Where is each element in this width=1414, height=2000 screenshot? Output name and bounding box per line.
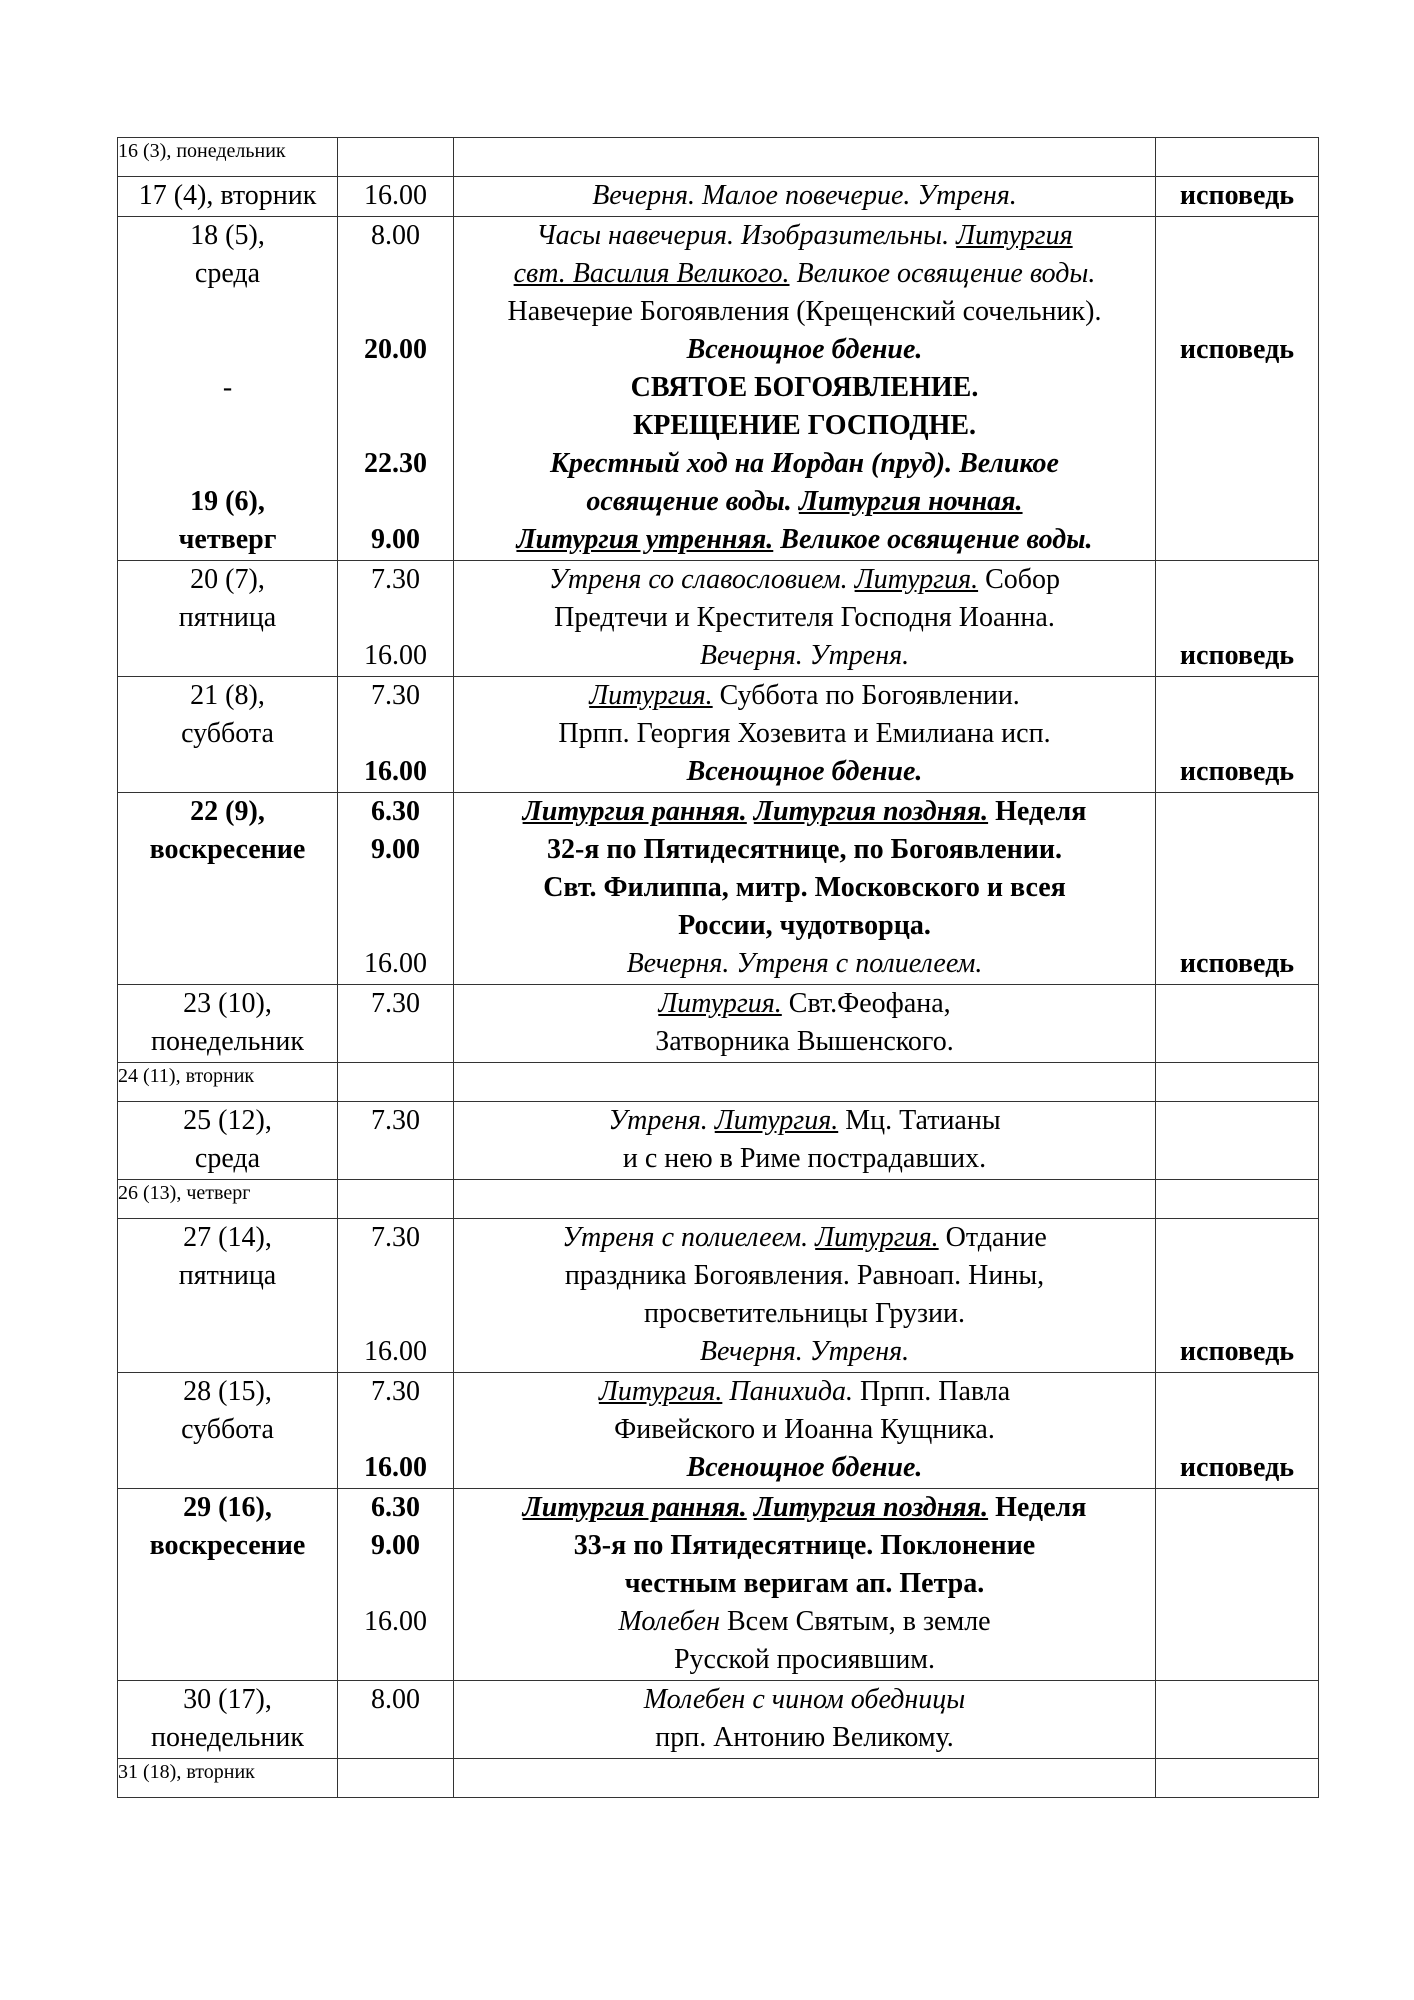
- time-line: [338, 907, 453, 945]
- service-line: [454, 445, 1155, 483]
- confession-line: исповедь: [1179, 180, 1295, 211]
- date-line: 19 (6),: [190, 486, 265, 517]
- service-line: [454, 369, 1155, 407]
- time-line: 22.30: [364, 448, 427, 479]
- date-line: пятница: [178, 1260, 277, 1291]
- schedule-row: [118, 1180, 1319, 1219]
- date-line: [118, 293, 337, 331]
- service-line: [454, 753, 1155, 791]
- date-line: 20 (7),: [190, 564, 265, 595]
- time-cell: [338, 1063, 454, 1102]
- time-line: 7.30: [371, 1376, 420, 1407]
- service-text: Литургия.: [854, 564, 979, 595]
- confession-cell: [1156, 217, 1319, 561]
- service-line: [454, 1257, 1155, 1295]
- time-cell: [338, 217, 454, 561]
- schedule-row: [118, 217, 1319, 561]
- date-cell: [118, 1489, 338, 1681]
- service-text: Неделя: [988, 1492, 1087, 1523]
- time-line: 7.30: [371, 1105, 420, 1136]
- service-line: [454, 831, 1155, 869]
- schedule-row: [118, 1373, 1319, 1489]
- service-cell: [454, 1489, 1156, 1681]
- date-line: [118, 445, 337, 483]
- service-text: Литургия ранняя.: [522, 1492, 747, 1523]
- time-cell: [338, 1373, 454, 1489]
- confession-cell: [1156, 985, 1319, 1063]
- service-text: Утреня со славословием.: [548, 564, 855, 595]
- confession-line: [1156, 255, 1318, 293]
- service-schedule-table: [117, 137, 1319, 1798]
- time-line: [338, 407, 453, 445]
- confession-cell: [1156, 1373, 1319, 1489]
- service-text: [747, 796, 754, 827]
- date-line: 31 (18), вторник: [118, 1761, 255, 1783]
- service-cell: [454, 1681, 1156, 1759]
- date-line: суббота: [181, 718, 274, 749]
- service-text: Всенощное бдение.: [686, 756, 923, 787]
- schedule-row: [118, 1102, 1319, 1180]
- schedule-row: [118, 177, 1319, 217]
- time-cell: [338, 1489, 454, 1681]
- service-line: [454, 521, 1155, 559]
- time-line: [338, 369, 453, 407]
- time-line: 9.00: [371, 834, 420, 865]
- schedule-row: [118, 793, 1319, 985]
- date-cell: [118, 177, 338, 217]
- service-text: свт. Василия Великого.: [513, 258, 790, 289]
- service-text: Вечерня. Малое повечерие. Утреня.: [592, 180, 1017, 211]
- time-line: [338, 1411, 453, 1449]
- time-cell: [338, 1759, 454, 1798]
- service-text: [747, 1492, 754, 1523]
- service-line: [454, 1489, 1155, 1527]
- service-line: [454, 217, 1155, 255]
- service-text: Прпп. Павла: [853, 1376, 1011, 1407]
- service-line: [454, 255, 1155, 293]
- time-line: [338, 483, 453, 521]
- date-cell: [118, 217, 338, 561]
- service-text: Панихида.: [722, 1376, 854, 1407]
- confession-line: [1156, 561, 1318, 599]
- date-cell: [118, 138, 338, 177]
- service-line: [454, 1219, 1155, 1257]
- service-text: Отдание: [938, 1222, 1047, 1253]
- date-line: 28 (15),: [183, 1376, 272, 1407]
- service-text: Вечерня. Утреня.: [699, 640, 910, 671]
- confession-line: исповедь: [1179, 756, 1295, 787]
- date-cell: [118, 1180, 338, 1219]
- service-line: [454, 985, 1155, 1023]
- service-text: Навечерие Богоявления (Крещенский сочельник).: [507, 296, 1102, 327]
- service-cell: [454, 1219, 1156, 1373]
- date-cell: [118, 793, 338, 985]
- date-cell: [118, 1219, 338, 1373]
- schedule-body: [118, 138, 1319, 1798]
- service-line: [454, 1333, 1155, 1371]
- service-text: и с нею в Риме пострадавших.: [622, 1143, 987, 1174]
- date-line: 17 (4), вторник: [138, 180, 317, 211]
- date-line: среда: [194, 1143, 261, 1174]
- time-cell: [338, 138, 454, 177]
- time-line: 16.00: [364, 756, 427, 787]
- service-text: Фивейского и Иоанна Кущника.: [614, 1414, 995, 1445]
- service-line: [454, 1681, 1155, 1719]
- service-text: Молебен с чином обедницы: [643, 1684, 966, 1715]
- service-text: Литургия.: [714, 1105, 839, 1136]
- service-text: Литургия: [956, 220, 1073, 251]
- service-text: Предтечи и Крестителя Господня Иоанна.: [554, 602, 1055, 633]
- time-line: [338, 255, 453, 293]
- service-cell: [454, 1373, 1156, 1489]
- service-text: 33-я по Пятидесятнице. Поклонение: [573, 1530, 1036, 1561]
- time-line: [338, 1257, 453, 1295]
- service-cell: [454, 1180, 1156, 1219]
- confession-cell: [1156, 1180, 1319, 1219]
- time-line: 6.30: [371, 796, 420, 827]
- service-line: [454, 637, 1155, 675]
- service-text: праздника Богоявления. Равноап. Нины,: [564, 1260, 1045, 1291]
- time-line: [338, 869, 453, 907]
- date-line: четверг: [178, 524, 277, 555]
- time-cell: [338, 1102, 454, 1180]
- date-line: воскресение: [149, 834, 306, 865]
- date-line: [118, 407, 337, 445]
- confession-line: [1156, 1411, 1318, 1449]
- time-line: 7.30: [371, 1222, 420, 1253]
- confession-line: исповедь: [1179, 640, 1295, 671]
- schedule-row: [118, 985, 1319, 1063]
- time-cell: [338, 1681, 454, 1759]
- confession-line: [1156, 831, 1318, 869]
- time-cell: [338, 1219, 454, 1373]
- service-line: [454, 1449, 1155, 1487]
- service-cell: [454, 217, 1156, 561]
- service-line: [454, 869, 1155, 907]
- time-line: 6.30: [371, 1492, 420, 1523]
- service-text: Литургия утренняя.: [516, 524, 774, 555]
- service-line: [454, 1102, 1155, 1140]
- service-line: [454, 1719, 1155, 1757]
- time-line: 16.00: [364, 1336, 427, 1367]
- service-cell: [454, 985, 1156, 1063]
- date-line: 18 (5),: [190, 220, 265, 251]
- service-cell: [454, 1102, 1156, 1180]
- date-cell: [118, 985, 338, 1063]
- date-line: 26 (13), четверг: [118, 1182, 251, 1204]
- confession-cell: [1156, 1759, 1319, 1798]
- time-line: [338, 599, 453, 637]
- service-cell: [454, 138, 1156, 177]
- service-text: КРЕЩЕНИЕ ГОСПОДНЕ.: [632, 410, 977, 441]
- confession-line: [1156, 293, 1318, 331]
- service-line: [454, 407, 1155, 445]
- service-line: [454, 599, 1155, 637]
- service-text: Литургия поздняя.: [753, 796, 989, 827]
- service-line: [454, 1527, 1155, 1565]
- confession-line: [1156, 793, 1318, 831]
- date-cell: [118, 1759, 338, 1798]
- service-text: Литургия.: [815, 1222, 939, 1253]
- date-line: понедельник: [150, 1722, 304, 1753]
- service-text: Прпп. Георгия Хозевита и Емилиана исп.: [558, 718, 1051, 749]
- service-line: [454, 331, 1155, 369]
- service-text: Великое освящение воды.: [773, 524, 1093, 555]
- time-line: 7.30: [371, 988, 420, 1019]
- confession-cell: [1156, 1219, 1319, 1373]
- confession-cell: [1156, 677, 1319, 793]
- date-line: пятница: [178, 602, 277, 633]
- service-line: [454, 1295, 1155, 1333]
- confession-line: [1156, 677, 1318, 715]
- time-cell: [338, 177, 454, 217]
- time-line: 9.00: [371, 524, 420, 555]
- service-line: [454, 1373, 1155, 1411]
- service-text: Утреня с полиелеем.: [562, 1222, 816, 1253]
- service-text: Литургия поздняя.: [753, 1492, 989, 1523]
- date-line: воскресение: [149, 1530, 306, 1561]
- service-line: [454, 1140, 1155, 1178]
- time-line: [338, 1565, 453, 1603]
- confession-cell: [1156, 793, 1319, 985]
- confession-line: исповедь: [1179, 948, 1295, 979]
- date-line: 22 (9),: [190, 796, 265, 827]
- service-line: [454, 907, 1155, 945]
- service-text: Всенощное бдение.: [686, 334, 923, 365]
- schedule-row: [118, 1759, 1319, 1798]
- service-text: Вечерня. Утреня.: [699, 1336, 910, 1367]
- date-cell: [118, 1681, 338, 1759]
- confession-line: исповедь: [1179, 334, 1295, 365]
- date-line: -: [222, 372, 233, 403]
- confession-cell: [1156, 138, 1319, 177]
- schedule-row: [118, 1063, 1319, 1102]
- service-text: Литургия.: [589, 680, 713, 711]
- time-line: 8.00: [371, 220, 420, 251]
- service-line: [454, 715, 1155, 753]
- time-line: 9.00: [371, 1530, 420, 1561]
- service-text: освящение воды.: [586, 486, 799, 517]
- time-cell: [338, 985, 454, 1063]
- date-line: 30 (17),: [183, 1684, 272, 1715]
- time-line: [338, 293, 453, 331]
- confession-line: исповедь: [1179, 1336, 1295, 1367]
- service-text: Литургия.: [598, 1376, 723, 1407]
- date-cell: [118, 677, 338, 793]
- date-cell: [118, 1373, 338, 1489]
- confession-cell: [1156, 1489, 1319, 1681]
- service-text: СВЯТОЕ БОГОЯВЛЕНИЕ.: [630, 372, 979, 403]
- schedule-row: [118, 1219, 1319, 1373]
- service-text: Всенощное бдение.: [686, 1452, 923, 1483]
- confession-line: [1156, 1373, 1318, 1411]
- confession-cell: [1156, 1681, 1319, 1759]
- service-text: Свт. Филиппа, митр. Московского и всея: [543, 872, 1066, 903]
- service-line: [454, 793, 1155, 831]
- date-line: понедельник: [150, 1026, 304, 1057]
- service-line: [454, 1603, 1155, 1641]
- service-text: Литургия.: [658, 988, 782, 1019]
- service-text: Утреня.: [608, 1105, 715, 1136]
- date-cell: [118, 1063, 338, 1102]
- time-cell: [338, 793, 454, 985]
- date-line: 25 (12),: [183, 1105, 272, 1136]
- service-text: России, чудотворца.: [678, 910, 931, 941]
- date-line: 16 (3), понедельник: [118, 140, 286, 162]
- service-cell: [454, 677, 1156, 793]
- service-line: [454, 677, 1155, 715]
- time-line: 16.00: [364, 1606, 427, 1637]
- confession-line: [1156, 599, 1318, 637]
- date-line: [118, 331, 337, 369]
- confession-line: [1156, 217, 1318, 255]
- service-text: Свт.Феофана,: [781, 988, 951, 1019]
- confession-cell: [1156, 561, 1319, 677]
- service-line: [454, 1641, 1155, 1679]
- date-line: среда: [194, 258, 261, 289]
- date-line: 27 (14),: [183, 1222, 272, 1253]
- date-line: 21 (8),: [190, 680, 265, 711]
- confession-cell: [1156, 1063, 1319, 1102]
- service-text: просветительницы Грузии.: [643, 1298, 966, 1329]
- confession-cell: [1156, 1102, 1319, 1180]
- time-line: 7.30: [371, 564, 420, 595]
- service-text: честным веригам ап. Петра.: [624, 1568, 985, 1599]
- service-line: [454, 177, 1155, 215]
- service-text: Великое освящение воды.: [789, 258, 1096, 289]
- service-line: [454, 1411, 1155, 1449]
- service-cell: [454, 177, 1156, 217]
- confession-line: [1156, 907, 1318, 945]
- date-line: 23 (10),: [183, 988, 272, 1019]
- service-text: прп. Антонию Великому.: [655, 1722, 954, 1753]
- confession-cell: [1156, 177, 1319, 217]
- service-text: Крестный ход на Иордан (пруд). Великое: [549, 448, 1059, 479]
- service-line: [454, 483, 1155, 521]
- service-line: [454, 1023, 1155, 1061]
- date-line: 24 (11), вторник: [118, 1065, 255, 1087]
- time-line: 16.00: [364, 640, 427, 671]
- service-cell: [454, 1759, 1156, 1798]
- time-line: 16.00: [364, 948, 427, 979]
- time-line: [338, 1295, 453, 1333]
- time-cell: [338, 1180, 454, 1219]
- time-line: 8.00: [371, 1684, 420, 1715]
- service-text: Литургия ранняя.: [522, 796, 747, 827]
- service-line: [454, 561, 1155, 599]
- date-line: суббота: [181, 1414, 274, 1445]
- service-text: Молебен: [618, 1606, 720, 1637]
- schedule-row: [118, 677, 1319, 793]
- time-line: 16.00: [364, 180, 427, 211]
- time-line: [338, 715, 453, 753]
- time-cell: [338, 561, 454, 677]
- service-line: [454, 945, 1155, 983]
- service-text: Мц. Татианы: [838, 1105, 1001, 1136]
- time-line: 7.30: [371, 680, 420, 711]
- schedule-row: [118, 1681, 1319, 1759]
- service-text: Вечерня. Утреня с полиелеем.: [626, 948, 983, 979]
- service-text: Всем Святым, в земле: [720, 1606, 991, 1637]
- schedule-row: [118, 138, 1319, 177]
- time-line: 20.00: [364, 334, 427, 365]
- service-text: Неделя: [988, 796, 1087, 827]
- date-line: 29 (16),: [183, 1492, 272, 1523]
- confession-line: [1156, 869, 1318, 907]
- confession-line: [1156, 1257, 1318, 1295]
- time-line: 16.00: [364, 1452, 427, 1483]
- confession-line: [1156, 715, 1318, 753]
- service-text: Русской просиявшим.: [673, 1644, 936, 1675]
- service-line: [454, 1565, 1155, 1603]
- schedule-row: [118, 561, 1319, 677]
- time-cell: [338, 677, 454, 793]
- date-cell: [118, 561, 338, 677]
- date-cell: [118, 1102, 338, 1180]
- confession-line: [1156, 1295, 1318, 1333]
- service-text: Собор: [978, 564, 1061, 595]
- service-text: Часы навечерия. Изобразительны.: [536, 220, 957, 251]
- confession-line: исповедь: [1179, 1452, 1295, 1483]
- service-text: Затворника Вышенского.: [655, 1026, 954, 1057]
- service-line: [454, 293, 1155, 331]
- service-text: Суббота по Богоявлении.: [712, 680, 1020, 711]
- service-text: Литургия ночная.: [798, 486, 1023, 517]
- service-text: 32-я по Пятидесятнице, по Богоявлении.: [546, 834, 1063, 865]
- service-cell: [454, 561, 1156, 677]
- confession-line: [1156, 1219, 1318, 1257]
- service-cell: [454, 1063, 1156, 1102]
- service-cell: [454, 793, 1156, 985]
- schedule-row: [118, 1489, 1319, 1681]
